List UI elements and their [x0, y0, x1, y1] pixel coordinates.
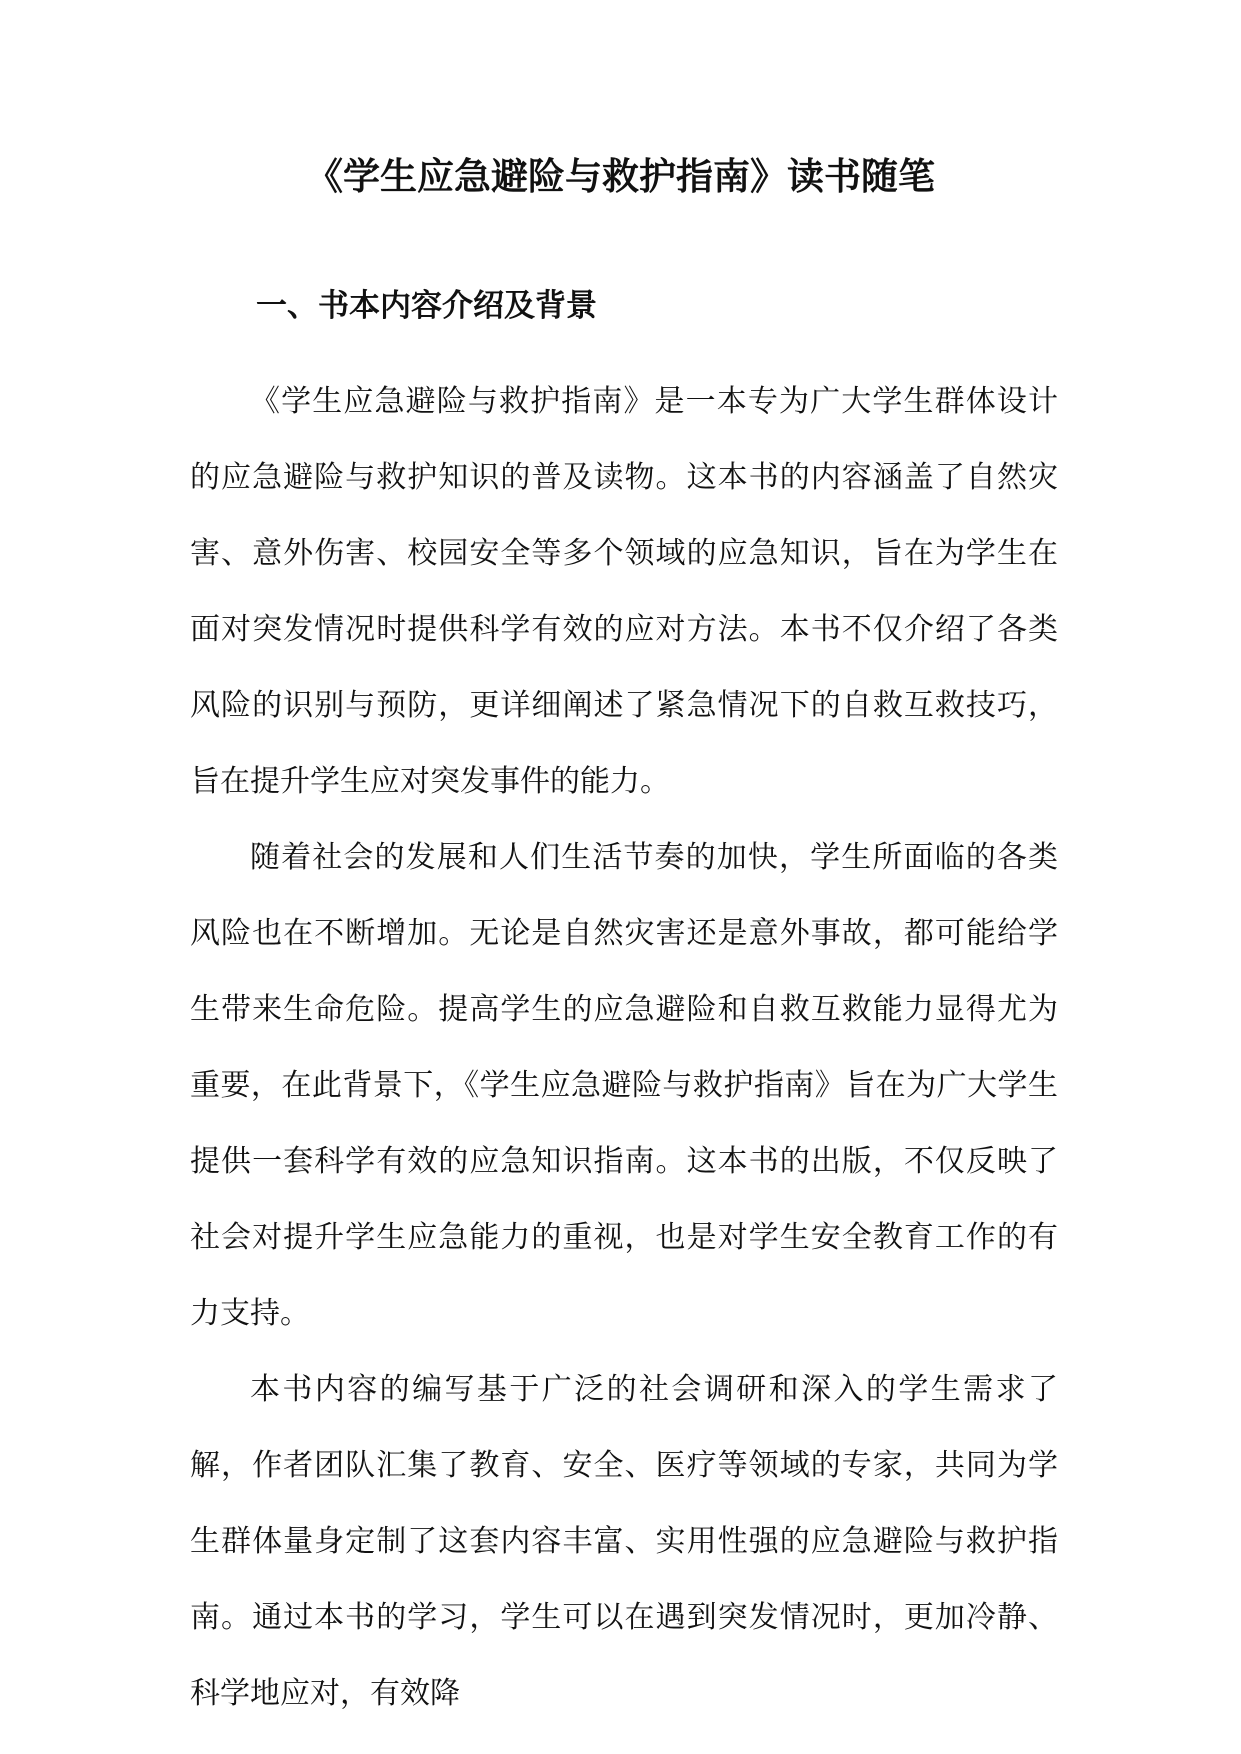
paragraph: 《学生应急避险与救护指南》是一本专为广大学生群体设计的应急避险与救护知识的普及读物。这本书的内容涵盖了自然灾害、意外伤害、校园安全等多个领域的应急知识，旨在为学生在面对突发情况时提供科学有效的应对方法。本书不仅介绍了各类风险的识别与预防，更详细阐述了紧急情况下的自救互救技巧，旨在提升学生应对突发事件的能力。: [190, 384, 1058, 799]
section-heading: 一、书本内容介绍及背景: [256, 288, 597, 324]
paragraph: 本书内容的编写基于广泛的社会调研和深入的学生需求了解，作者团队汇集了教育、安全、医疗等领域的专家，共同为学生群体量身定制了这套内容丰富、实用性强的应急避险与救护指南。通过本书的学习，学生可以在遇到突发情况时，更加冷静、科学地应对，有效降: [190, 1372, 1058, 1711]
document-title: 《学生应急避险与救护指南》读书随笔: [306, 155, 935, 198]
body-text: [190, 364, 1058, 1732]
paragraph: 随着社会的发展和人们生活节奏的加快，学生所面临的各类风险也在不断增加。无论是自然灾害还是意外事故，都可能给学生带来生命危险。提高学生的应急避险和自救互救能力显得尤为重要，在此背景下，《学生应急避险与救护指南》旨在为广大学生提供一套科学有效的应急知识指南。这本书的出版，不仅反映了社会对提升学生应急能力的重视，也是对学生安全教育工作的有力支持。: [190, 840, 1058, 1331]
